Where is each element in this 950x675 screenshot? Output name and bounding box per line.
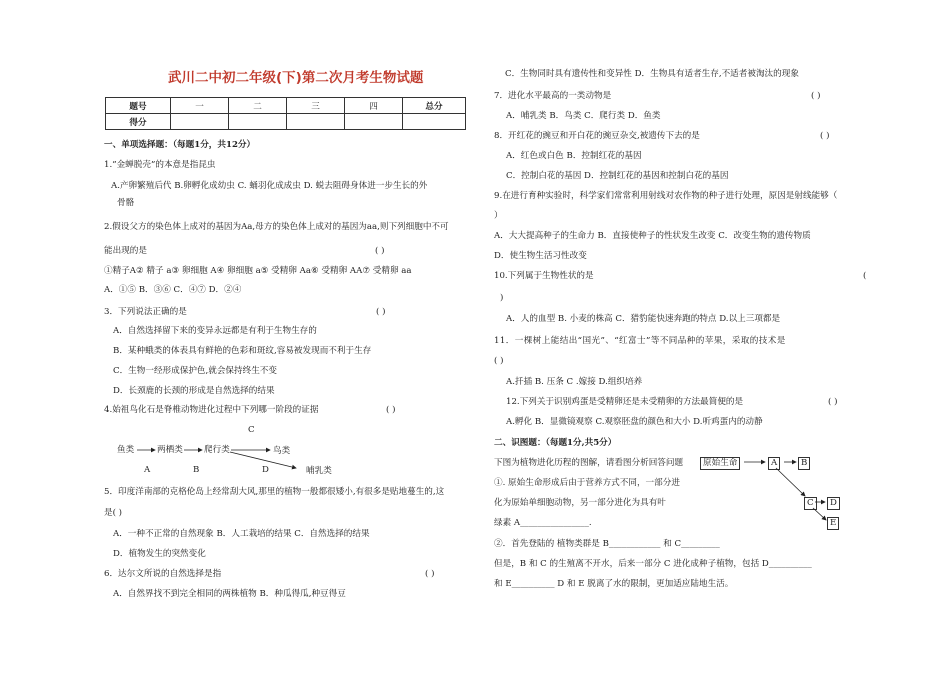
question-2-options: A．①⑤ B．③⑥ C．④⑦ D．②④	[104, 285, 242, 295]
question-7-options: A．哺乳类 B．鸟类 C．爬行类 D．鱼类	[506, 111, 661, 121]
diagram-birds: 鸟类	[273, 446, 291, 456]
score-header-cell: 四	[345, 98, 403, 114]
arrow-c-e	[813, 508, 826, 520]
question-9-options: A．大大提高种子的生命力 B．直接使种子的性状发生改变 C．改变生物的遗传物质	[494, 231, 811, 241]
figure-node-b: B	[798, 457, 810, 470]
question-c1-answer[interactable]: 绿素 A________________.	[494, 518, 592, 528]
question-c2-cont2[interactable]: 和 E__________ D 和 E 脱离了水的限制，更加适应陆地生活。	[494, 579, 734, 589]
question-8-options-ab: A．红色或白色 B．控制红花的基因	[506, 151, 642, 161]
diagram-label-b: B	[193, 465, 200, 475]
question-9-option-d: D．使生物生活习性改变	[494, 251, 587, 261]
question-2-items: ①精子A② 精子 a③ 卵细胞 A④ 卵细胞 a⑤ 受精卵 Aa⑥ 受精卵 AA⑦ 受精卵 aa	[104, 266, 412, 276]
score-header-cell: 二	[229, 98, 287, 114]
diagram-reptiles: 爬行类	[204, 445, 230, 455]
question-6: 6．达尔文所说的自然选择是指	[104, 569, 222, 579]
question-8: 8．开红花的豌豆和开白花的豌豆杂交,被遗传下去的是	[494, 131, 700, 141]
question-3: 3．下列说法正确的是	[104, 307, 187, 317]
answer-blank[interactable]: ( )	[828, 397, 838, 407]
question-12-options: A.孵化 B．显微镜观察 C.观察胚盘的颜色和大小 D.听鸡蛋内的动静	[506, 417, 763, 427]
answer-blank-open[interactable]: (	[863, 271, 867, 281]
question-5: 5．印度洋南部的克格伦岛上经常刮大风,那里的植物一般都很矮小,有很多是贴地蔓生的,这	[104, 487, 445, 497]
answer-blank[interactable]: ( )	[375, 246, 385, 256]
arrow-reptiles-mammals	[230, 452, 296, 468]
figure-intro: 下图为植物进化历程的图解，请看图分析回答问题	[494, 458, 684, 468]
question-12: 12.下列关于识别鸡蛋是受精卵还是未受精卵的方法最简便的是	[506, 397, 744, 407]
section-1-heading: 一、单项选择题：（每题1分，共12分）	[104, 140, 256, 150]
answer-blank[interactable]: ( )	[386, 405, 396, 415]
diagram-amphibians: 两栖类	[157, 445, 183, 455]
figure-node-d: D	[827, 497, 840, 510]
question-c1: ①. 原始生命形成后由于营养方式不同，一部分进	[494, 478, 680, 488]
question-10-options: A．人的血型 B. 小麦的株高 C．猎豹能快速奔跑的特点 D.以上三项都是	[506, 314, 781, 324]
figure-node-origin: 原始生命	[700, 457, 740, 470]
arrow-a-c	[776, 468, 805, 496]
answer-blank[interactable]: ）	[494, 211, 503, 221]
answer-blank[interactable]: ( )	[811, 91, 821, 101]
question-c2[interactable]: ②．首先登陆的 植物类群是 B____________ 和 C_________	[494, 539, 720, 549]
score-header-cell: 题号	[106, 98, 171, 114]
question-7: 7．进化水平最高的一类动物是	[494, 91, 612, 101]
answer-blank[interactable]: ( )	[425, 569, 435, 579]
score-header-cell: 三	[287, 98, 345, 114]
figure-node-e: E	[827, 517, 839, 530]
question-c2-cont[interactable]: 但是，B 和 C 的生殖离不开水，后来一部分 C 进化成种子植物，包括 D__________	[494, 559, 812, 569]
score-row-label: 得分	[106, 114, 171, 130]
question-4: 4.始祖鸟化石是脊椎动物进化过程中下列哪一阶段的证据	[104, 405, 319, 415]
question-c1-cont: 化为原始单细胞动物，另一部分进化为具有叶	[494, 498, 666, 508]
answer-blank[interactable]: ( )	[494, 356, 504, 366]
question-5-option-d: D．植物发生的突然变化	[113, 549, 206, 559]
question-1-options: A.产卵繁殖后代 B.卵孵化成幼虫 C. 蛹羽化成成虫 D. 蜕去阻碍身体进一步生长的外	[111, 181, 428, 191]
question-5-cont: 是( )	[104, 508, 123, 518]
question-9: 9.在进行育种实验时，科学家们常常利用射线对农作物的种子进行处理，原因是射线能够（	[494, 191, 838, 201]
answer-blank[interactable]: ( )	[376, 307, 386, 317]
question-1-options-cont: 骨骼	[117, 198, 135, 208]
answer-blank-close[interactable]: )	[500, 293, 504, 303]
question-11: 11．一棵树上能结出“国光”、“红富士”等不同品种的苹果，采取的技术是	[494, 336, 786, 346]
diagram-label-d: D	[262, 465, 269, 475]
question-5-options: A．一种不正常的自然现象 B．人工栽培的结果 C．自然选择的结果	[113, 529, 370, 539]
diagram-label-a: A	[144, 465, 151, 475]
question-6-options: A．自然界找不到完全相同的两株植物 B．种瓜得瓜,种豆得豆	[113, 589, 346, 599]
figure-node-a: A	[768, 457, 780, 470]
question-3-option-d: D．长颈鹿的长颈的形成是自然选择的结果	[113, 386, 275, 396]
diagram-mammals: 哺乳类	[306, 466, 332, 476]
section-2-heading: 二、识图题：（每题1分,共5分）	[494, 438, 617, 448]
question-3-option-c: C．生物一经形成保护色,就会保持终生不变	[113, 366, 277, 376]
question-2-cont: 能出现的是	[104, 246, 147, 256]
question-2: 2.假设父方的染色体上成对的基因为Aa,母方的染色体上成对的基因为aa,则下列细胞中不可	[104, 222, 449, 232]
diagram-label-c: C	[248, 425, 255, 435]
score-header-cell: 一	[171, 98, 229, 114]
figure-node-c: C	[804, 497, 817, 510]
score-header-cell: 总分	[403, 98, 466, 114]
answer-blank[interactable]: ( )	[820, 131, 830, 141]
page-title: 武川二中初二年级(下)第二次月考生物试题	[168, 70, 424, 86]
question-6-options-cont: C．生物同时具有遗传性和变异性 D．生物具有适者生存,不适者被淘汰的现象	[505, 69, 799, 79]
diagram-fish: 鱼类	[117, 445, 135, 455]
question-3-option-b: B．某种蛾类的体表具有鲜艳的色彩和斑纹,容易被发现而不利于生存	[113, 346, 372, 356]
question-3-option-a: A．自然选择留下来的变异永远都是有利于生物生存的	[113, 326, 317, 336]
question-1: 1.”金蝉脱壳”的本意是指昆虫	[104, 160, 216, 170]
question-10: 10.下列属于生物性状的是	[494, 271, 594, 281]
question-8-options-cd: C．控制白花的基因 D．控制红花的基因和控制白花的基因	[506, 171, 729, 181]
question-11-options: A.扦插 B. 压条 C .嫁接 D.组织培养	[506, 377, 643, 387]
